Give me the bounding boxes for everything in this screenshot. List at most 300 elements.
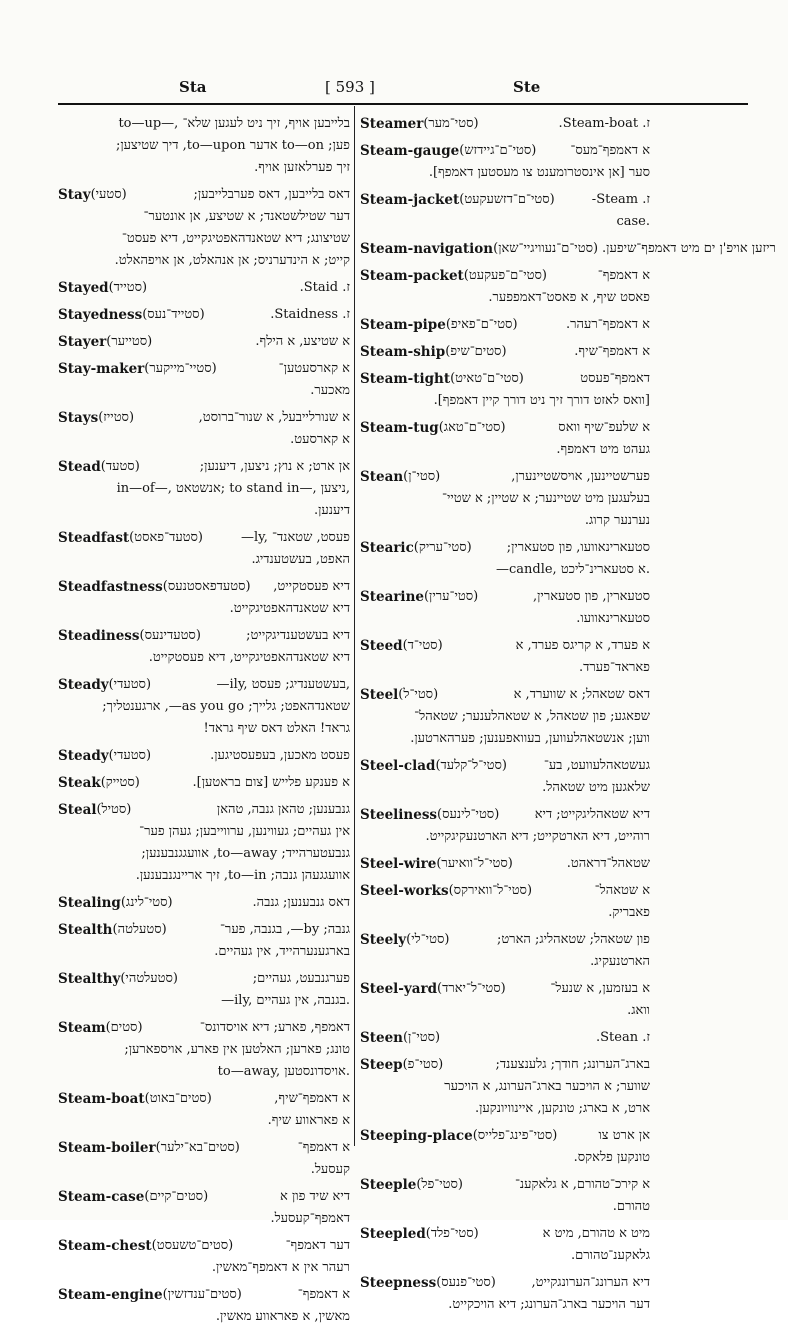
headword: Steam-boat	[58, 1091, 145, 1107]
entry-first-line	[58, 674, 350, 696]
dictionary-entry-entry	[58, 113, 350, 179]
definition-line: סטעארינאוועו.	[576, 611, 650, 626]
pronunciation: (סטייער)	[106, 334, 153, 349]
definition-text: דיא הערונג־הערונגקייט,	[531, 1275, 650, 1290]
definition-line: קעסעל.	[310, 1162, 350, 1177]
headword: Steeping-place	[360, 1128, 473, 1144]
definition-text: דאס גנבענען; גנבה.	[252, 895, 350, 910]
definition-line: פען; to—on אדער to—upon, דיך שטיצען;	[115, 138, 350, 153]
headword: Steel	[360, 687, 399, 703]
header-rule	[58, 103, 748, 105]
definition-line: in—of—, אנשטאט; to stand in—, ניצען,	[116, 481, 350, 496]
dictionary-entry-steam-tug	[360, 417, 650, 461]
pronunciation: (סטיל)	[96, 802, 132, 817]
entry-first-line	[360, 1125, 650, 1147]
definition-text: מיט א טהורם, מיט א	[542, 1226, 650, 1241]
definition-line: גלאקענ־טהורם.	[571, 1248, 650, 1263]
definition-line: טונקען פלאקס.	[573, 1150, 650, 1165]
right-guide-word: Ste	[513, 78, 541, 96]
pronunciation: (סטייד)	[108, 280, 148, 295]
entry-first-line	[360, 755, 650, 777]
column-divider	[354, 106, 355, 1146]
dictionary-entry-steely	[360, 929, 650, 973]
pronunciation: (סטייז)	[98, 410, 135, 425]
headword: Steadfastness	[58, 579, 163, 595]
headword: Steam-packet	[360, 268, 464, 284]
headword: Steam-tight	[360, 371, 451, 387]
pronunciation: (סטי־ן)	[402, 1030, 441, 1045]
dictionary-entry-steady	[58, 674, 350, 740]
dictionary-entry-steam-navigation	[360, 238, 776, 260]
definition-text: דאמפף, פארע; דיא אויסדונס־	[199, 1020, 350, 1035]
definition-text: דאמפף־פעסט	[580, 371, 650, 386]
headword: Steam-pipe	[360, 317, 446, 333]
definition-text: א דאמפף־	[297, 1287, 350, 1302]
entry-first-line	[58, 1088, 350, 1110]
entry-first-line	[360, 417, 650, 439]
entry-first-line	[58, 772, 350, 794]
dictionary-entry-stearic	[360, 537, 650, 581]
entry-first-line	[58, 331, 350, 353]
dictionary-entry-steal	[58, 799, 350, 887]
definition-text: אן ארט צו	[598, 1128, 650, 1143]
entry-first-line	[360, 880, 650, 902]
left-guide-word: Sta	[179, 78, 207, 96]
definition-text: א קירכ־טהורם, א גלאקענ־	[514, 1177, 650, 1192]
headword: Stayer	[58, 334, 107, 350]
pronunciation: (סטי־לינעס)	[437, 807, 500, 822]
definition-text: א פענקע פלייש [צום בראטען].	[192, 775, 350, 790]
headword: Steel-clad	[360, 758, 436, 774]
definition-text: געשטאהלעוועט, בע־	[543, 758, 650, 773]
definition-line: נערנער קרוג.	[584, 513, 650, 528]
definition-text: פעסט מאכען, בעפעסטיגען.	[210, 748, 350, 763]
headword: Steady	[58, 748, 109, 764]
entry-first-line	[360, 341, 650, 363]
headword: Steely	[360, 932, 407, 948]
definition-line: א פאראווע שיף.	[267, 1113, 350, 1128]
definition-line: פאבריק.	[608, 905, 650, 920]
definition-line: בארגענערהייד, אין געהיים.	[214, 944, 350, 959]
pronunciation: (סטי־ם־דזשעקעט)	[459, 192, 555, 207]
entry-first-line	[58, 184, 350, 206]
dictionary-entry-steam-gauge	[360, 140, 650, 184]
pronunciation: (סטי־ד)	[402, 638, 443, 653]
entry-first-line	[360, 1054, 650, 1076]
entry-first-line	[58, 1284, 350, 1306]
headword: Steal	[58, 802, 97, 818]
dictionary-entry-steel	[360, 684, 650, 750]
definition-line: אין געהיים; געווינען, ערווייבען; געהן פער־	[139, 824, 350, 839]
dictionary-entry-stealthy	[58, 968, 350, 1012]
headword: Stayedness	[58, 307, 143, 323]
dictionary-entry-steeliness	[360, 804, 650, 848]
definition-text: א שנורלייבעל, א שנור־ברוסט,	[198, 410, 350, 425]
dictionary-entry-steen	[360, 1027, 650, 1049]
dictionary-entry-steam	[58, 1017, 350, 1083]
left-column	[58, 113, 350, 1324]
headword: Steepled	[360, 1226, 426, 1242]
definition-line: to—up—, בלייבען אויף, זיך ניט לעגען שלא־	[118, 116, 350, 131]
definition-line: מאשין, א פאראווע מאשין.	[215, 1309, 350, 1324]
dictionary-entry-stead	[58, 456, 350, 522]
headword: Steady	[58, 677, 109, 693]
definition-text: סטעארינאוועו, פון סטעארין;	[506, 540, 650, 555]
definition-line: ווען; אנשטאהלעווען, בעוואפענען; פערהארטען.	[410, 731, 650, 746]
pronunciation: (סטעד־פאסט)	[129, 530, 203, 545]
dictionary-entry-stealth	[58, 919, 350, 963]
entry-first-line	[58, 892, 350, 914]
entry-first-line	[360, 1027, 650, 1049]
definition-line: גנבעטערהייד; to—away, אוועגגנבענען;	[141, 846, 350, 861]
pronunciation: (סטי־ל־קלעד)	[435, 758, 507, 773]
definition-line: שלאגען מיט שטאהל.	[542, 780, 650, 795]
pronunciation: (סטי־ל־יארד)	[437, 981, 506, 996]
definition-text: א דאמפף־מעס־	[570, 143, 650, 158]
definition-text: דיא בעשטענדיגקייט;	[246, 628, 350, 643]
pronunciation: (סטי־ל־וואיער)	[436, 856, 513, 871]
pronunciation: (סטייק)	[100, 775, 140, 790]
dictionary-entry-steed	[360, 635, 650, 679]
pronunciation: (סטים־טשעסט)	[151, 1238, 234, 1253]
dictionary-entry-steam-boat	[58, 1088, 350, 1132]
pronunciation: (סטי־מער)	[423, 116, 479, 131]
headword: Stearine	[360, 589, 424, 605]
headword: Steam-navigation	[360, 241, 494, 257]
definition-text: א פערד, א קריגס פערד, א	[515, 638, 650, 653]
headword: Steel-yard	[360, 981, 438, 997]
definition-text: דאס שטאהל; א שווערד, א	[513, 687, 650, 702]
headword: Steep	[360, 1057, 403, 1073]
pronunciation: (סטי־פינג־פלייס)	[472, 1128, 558, 1143]
definition-text: ז. Staidness.	[270, 307, 350, 322]
definition-line: שטאנדהאפט; גלייך; as you go—, ארגענטליך;	[102, 699, 350, 714]
dictionary-entry-steady	[58, 745, 350, 767]
dictionary-entry-steam-chest	[58, 1235, 350, 1279]
definition-text: א שטיצע, א הילף.	[255, 334, 350, 349]
dictionary-entry-steam-tight	[360, 368, 650, 412]
definition-text: א דאמפף־	[597, 268, 650, 283]
dictionary-entry-steeple	[360, 1174, 650, 1218]
headword: Steadfast	[58, 530, 130, 546]
definition-text: אן ארט; א נוץ; ניצען, דיענען;	[199, 459, 350, 474]
definition-line: סער [אן אינסטרומענט צו מעסטען דאמפף].	[428, 165, 650, 180]
entry-first-line	[360, 804, 650, 826]
pronunciation: (סטי־פלד)	[425, 1226, 479, 1241]
pronunciation: (סטעדינעס)	[139, 628, 201, 643]
headword: Stearic	[360, 540, 414, 556]
headword: Steadiness	[58, 628, 140, 644]
entry-first-line	[58, 407, 350, 429]
definition-line: to—away, אויסדונסטען.	[217, 1064, 350, 1079]
definition-text: פערגנבעט, געהיים;	[252, 971, 350, 986]
definition-line: case.	[616, 214, 650, 229]
page-header	[55, 78, 745, 102]
definition-line: [וואס לאזט דורך זיך ניט דורך קיין דאמפף].	[433, 393, 650, 408]
pronunciation: (סטי־ערין)	[423, 589, 479, 604]
dictionary-entry-steepled	[360, 1223, 650, 1267]
headword: Steak	[58, 775, 101, 791]
definition-line: שטיצונג; דיא שטאנדהאפטיגקייט, דיא פעסט־	[121, 231, 350, 246]
pronunciation: (סטים־ענדזשין)	[162, 1287, 242, 1302]
pronunciation: (סטי־ן)	[403, 469, 441, 484]
entry-first-line	[360, 466, 650, 488]
definition-text: בארג־הערונג; חודך; גלענצענד;	[495, 1057, 650, 1072]
definition-text: —ly, פעסט, שטאנד־	[240, 530, 350, 545]
definition-text: דער דאמפף־	[285, 1238, 350, 1253]
entry-first-line	[360, 929, 650, 951]
dictionary-entry-steam-case	[58, 1186, 350, 1230]
definition-text: דיא פעסטקייט,	[273, 579, 350, 594]
definition-line: גראד! האלט דאס שיף גראד!	[203, 721, 350, 736]
pronunciation: (סטים־קיים)	[144, 1189, 209, 1204]
definition-text: דאס בלייבען, דאס פערבלייבען;	[193, 187, 350, 202]
entry-first-line	[360, 113, 650, 135]
definition-line: שווער; א הויכער בארג־הערונג, א הויכער	[444, 1079, 650, 1094]
definition-text: פון שטאהל; שטאהליג; הארט;	[496, 932, 650, 947]
entry-first-line	[58, 358, 350, 380]
definition-line: טהורם.	[612, 1199, 650, 1214]
definition-text: ריזען אויפ'ן ים מיט דאמפף־שיפען.	[602, 241, 776, 256]
definition-line: בעלעגען מיט שטיינער; א שטיין; א שטיי־	[441, 491, 650, 506]
entry-first-line	[360, 368, 650, 390]
definition-text: א שטאהל־	[594, 883, 650, 898]
dictionary-entry-steepness	[360, 1272, 650, 1316]
pronunciation: (סטי־פנעס)	[436, 1275, 496, 1290]
entry-first-line	[360, 586, 650, 608]
dictionary-entry-stayer	[58, 331, 350, 353]
definition-line: —ily, בגנבה, אין געהיים.	[221, 993, 350, 1008]
definition-line: שפאגע; פון שטאהל, א שטאהלענער; שטאהל־	[414, 709, 650, 724]
headword: Stay-maker	[58, 361, 145, 377]
entry-first-line	[58, 919, 350, 941]
pronunciation: (סטעד)	[100, 459, 140, 474]
dictionary-entry-steam-packet	[360, 265, 650, 309]
pronunciation: (סטים־שיפ)	[445, 344, 507, 359]
dictionary-entry-stay	[58, 184, 350, 272]
definition-text: ז. Stean.	[596, 1030, 650, 1045]
headword: Steed	[360, 638, 403, 654]
headword: Steam-ship	[360, 344, 446, 360]
pronunciation: (סטי־ל־וואירקס)	[448, 883, 533, 898]
definition-line: א קארסעט.	[290, 432, 350, 447]
entry-first-line	[58, 527, 350, 549]
entry-first-line	[360, 140, 650, 162]
pronunciation: (סטעדי)	[108, 677, 152, 692]
entry-first-line	[360, 853, 650, 875]
headword: Stead	[58, 459, 101, 475]
pronunciation: (סטי־לינג)	[120, 895, 173, 910]
pronunciation: (סטים־באוט)	[144, 1091, 212, 1106]
page-number: [ 593 ]	[325, 78, 375, 96]
dictionary-entry-steel-clad	[360, 755, 650, 799]
entry-first-line	[58, 799, 350, 821]
definition-text: —ily, בעשטענדיג; פעסט,	[216, 677, 350, 692]
entry-first-line	[360, 1223, 650, 1245]
headword: Stealth	[58, 922, 113, 938]
definition-text: שטאהל־דראהט.	[566, 856, 650, 871]
headword: Steel-wire	[360, 856, 437, 872]
definition-line: רוהייט, דיא הארטקייט; דיא הארטנעקיגקייט.	[425, 829, 650, 844]
headword: Steeple	[360, 1177, 417, 1193]
definition-text: גנבה; by—, בגנבה, פער־	[219, 922, 350, 937]
dictionary-entry-steam-engine	[58, 1284, 350, 1328]
pronunciation: (סטי־עריק)	[413, 540, 472, 555]
dictionary-entry-steadfast	[58, 527, 350, 571]
definition-line: מאכער.	[310, 383, 350, 398]
dictionary-entry-stayedness	[58, 304, 350, 326]
definition-text: דיא שטאהליגקייט; דיא	[534, 807, 650, 822]
headword: Steepness	[360, 1275, 437, 1291]
dictionary-entry-steel-yard	[360, 978, 650, 1022]
headword: Stayed	[58, 280, 109, 296]
entry-first-line	[360, 1272, 650, 1294]
pronunciation: (סטייד־נעס)	[142, 307, 205, 322]
entry-first-line	[58, 968, 350, 990]
entry-first-line	[58, 1137, 350, 1159]
entry-first-line	[360, 635, 650, 657]
definition-line: הארטנעקיג.	[590, 954, 650, 969]
headword: Steam	[58, 1020, 106, 1036]
definition-line: וואג.	[627, 1003, 650, 1018]
entry-first-line	[360, 189, 650, 211]
pronunciation: (סטי־לי)	[406, 932, 450, 947]
entry-first-line	[58, 1235, 350, 1257]
entry-first-line	[58, 456, 350, 478]
definition-line: זיך פערלאזען אויף.	[254, 160, 350, 175]
dictionary-entry-steam-pipe	[360, 314, 650, 336]
pronunciation: (סטי־ל)	[398, 687, 439, 702]
dictionary-entry-steam-jacket	[360, 189, 650, 233]
pronunciation: (סטי־ם־גיידזש)	[459, 143, 537, 158]
headword: Steel-works	[360, 883, 449, 899]
entry-first-line	[58, 304, 350, 326]
dictionary-entry-steak	[58, 772, 350, 794]
definition-text: גנבענען; טהאן גנבה, טהאן	[216, 802, 350, 817]
pronunciation: (סטעדפאסטנעס)	[162, 579, 251, 594]
pronunciation: (סטעי)	[90, 187, 127, 202]
headword: Stays	[58, 410, 99, 426]
dictionary-entry-stays	[58, 407, 350, 451]
entry-first-line	[360, 684, 650, 706]
entry-first-line	[58, 277, 350, 299]
entry-first-line	[360, 1174, 650, 1196]
definition-line: טונג; פארען; האלטען אין פארע, אויספארען;	[124, 1042, 350, 1057]
pronunciation: (סטי־ם־נעוויגיי־שאן)	[493, 241, 599, 256]
entry-first-line	[360, 537, 650, 559]
headword: Steen	[360, 1030, 403, 1046]
pronunciation: (סטים)	[105, 1020, 143, 1035]
dictionary-entry-steel-wire	[360, 853, 650, 875]
definition-text: א דאמפף־שיף.	[574, 344, 650, 359]
pronunciation: (סטיי־מייקער)	[144, 361, 217, 376]
pronunciation: (סטי־ם־טאיט)	[450, 371, 524, 386]
headword: Steamer	[360, 116, 424, 132]
entry-first-line	[360, 265, 650, 287]
dictionary-entry-stayed	[58, 277, 350, 299]
headword: Steam-engine	[58, 1287, 163, 1303]
headword: Stean	[360, 469, 404, 485]
entry-first-line	[58, 576, 350, 598]
definition-text: סטעארין, פון סטעארין,	[532, 589, 650, 604]
dictionary-entry-steadfastness	[58, 576, 350, 620]
definition-line: אוועגגעהן גנבה; to—in, זיך אריינגנבענען.	[135, 868, 350, 883]
dictionary-entry-stay-maker	[58, 358, 350, 402]
dictionary-entry-steel-works	[360, 880, 650, 924]
definition-line: דיענען.	[313, 503, 350, 518]
pronunciation: (סטעלטה)	[112, 922, 167, 937]
definition-line: —candle, א סטעארינ־ליכט.	[495, 562, 650, 577]
definition-text: א בעזמען, א שנעל־	[550, 981, 650, 996]
entry-first-line	[360, 238, 776, 260]
headword: Steam-chest	[58, 1238, 152, 1254]
headword: Steeliness	[360, 807, 438, 823]
entry-first-line	[360, 978, 650, 1000]
definition-line: האפט, בעשטענדיג.	[251, 552, 350, 567]
headword: Steam-case	[58, 1189, 145, 1205]
definition-line: ארט, א בארג; טונקען, איינוויונקען.	[474, 1101, 650, 1116]
headword: Steam-gauge	[360, 143, 460, 159]
definition-text: א דאמפף־	[297, 1140, 350, 1155]
definition-line: דער שטילשטאנד; א שטיצע, אן אונטער־	[143, 209, 350, 224]
definition-text: ז. Steam-	[591, 192, 650, 207]
pronunciation: (סטי־פ)	[402, 1057, 444, 1072]
pronunciation: (סטים־בא־ילער)	[155, 1140, 240, 1155]
right-column	[360, 113, 776, 1312]
pronunciation: (סטי־ם־פעקעט)	[463, 268, 547, 283]
definition-line: רעהר אין א דאמפף־מאשין.	[211, 1260, 350, 1275]
definition-text: א דאמפף־רעהר.	[566, 317, 650, 332]
definition-text: דיא שיד פון א	[280, 1189, 350, 1204]
definition-line: דער הויכער בארג־הערונג; דיא הויכקייט.	[448, 1297, 650, 1312]
definition-text: א קארסעטען־	[278, 361, 350, 376]
headword: Steam-boiler	[58, 1140, 156, 1156]
entry-first-line	[360, 314, 650, 336]
pronunciation: (סטעלטהי)	[120, 971, 178, 986]
headword: Steam-tug	[360, 420, 439, 436]
definition-text: ז. Staid.	[299, 280, 350, 295]
pronunciation: (סטי־ם־טאג)	[438, 420, 506, 435]
headword: Stealing	[58, 895, 121, 911]
headword: Stealthy	[58, 971, 121, 987]
definition-text: ז. Steam-boat.	[558, 116, 650, 131]
definition-line: דיא שטאנדהאפטיגקייט, דיא פעסטקייט.	[148, 650, 350, 665]
entry-first-line	[58, 1017, 350, 1039]
definition-line: פאסט שיף, א פאסט־דאמפפער.	[488, 290, 650, 305]
dictionary-entry-stean	[360, 466, 650, 532]
dictionary-entry-stearine	[360, 586, 650, 630]
definition-line: דאמפף־קעסעל.	[270, 1211, 350, 1226]
entry-first-line	[58, 1186, 350, 1208]
headword: Stay	[58, 187, 91, 203]
definition-line: קייט; א הינדערניס; אן אנהאלט, אן אויפהאלט.	[114, 253, 350, 268]
pronunciation: (סטי־ם־פאיפ)	[445, 317, 518, 332]
entry-first-line	[58, 745, 350, 767]
entry-first-line	[58, 625, 350, 647]
definition-text: א דאמפף־שיף,	[274, 1091, 350, 1106]
dictionary-entry-steam-ship	[360, 341, 650, 363]
pronunciation: (סטי־פל)	[416, 1177, 463, 1192]
definition-line: דיא שטאנדהאפטיגקייט.	[229, 601, 350, 616]
dictionary-entry-steamer	[360, 113, 650, 135]
definition-text: א שלעפ־שיף וואס	[558, 420, 650, 435]
dictionary-entry-stealing	[58, 892, 350, 914]
definition-line: געהט מיט דאמפף.	[556, 442, 650, 457]
dictionary-entry-steam-boiler	[58, 1137, 350, 1181]
dictionary-entry-steep	[360, 1054, 650, 1120]
pronunciation: (סטעדי)	[108, 748, 152, 763]
headword: Steam-jacket	[360, 192, 460, 208]
